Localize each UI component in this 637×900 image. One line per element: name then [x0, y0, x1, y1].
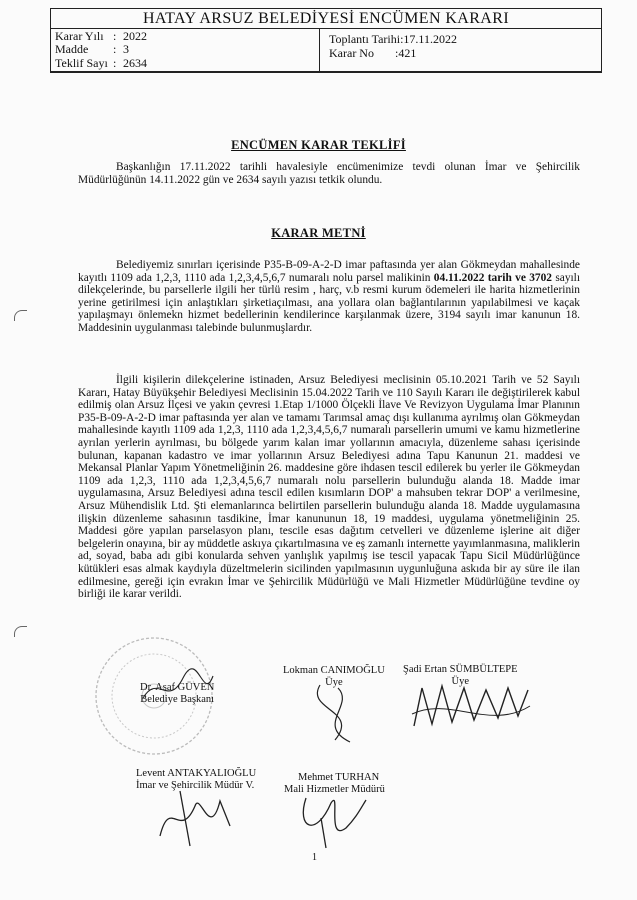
signature-scribble-director-zoning: [150, 786, 250, 848]
signatory-name: Levent ANTAKYALIOĞLU: [136, 768, 257, 779]
decision-number-row: [329, 46, 416, 61]
proposal-number-label: Teklif Sayı: [55, 56, 108, 70]
decision-number-value: :421: [395, 46, 417, 60]
decision-paragraph-1: Belediyemiz sınırları içerisinde P35-B-09-A-2-D imar paftasında yer alan Gökmeydan mahallesinde kayıtlı 1109 ada 1,2,3, 1110 ada 1,2,3,4,5,6,7 numaralı nolu parsel malikinin 04.11.2022 tarih ve 3702 sayılı dilekçelerinde, bu parsellerle ilgili her türlü resim , harç, v.b resmi kurum ödemeleri ile harita hizmetlerinin yerine getirilmesi için anlaştıkları şirketiaçılması, ana yollara olan bağlantılarının yapılabilmesi ve kaçak yapılaşmayı önlemekn hizmet bedellerinin kendilerince karşılanmak üzere, 3194 sayılı imar kanunun 18. Maddesinin uygulanması talebinde bulunmuşlardır.: [78, 259, 581, 334]
binding-hole-mark-top: [14, 310, 27, 321]
header-divider: [50, 62, 602, 73]
document-title: HATAY ARSUZ BELEDİYESİ ENCÜMEN KARARI: [51, 9, 601, 29]
meeting-date: Toplantı Tarihi:17.11.2022: [329, 32, 457, 46]
decision-year-label: Karar Yılı: [55, 29, 104, 43]
decision-heading: KARAR METNİ: [271, 226, 366, 240]
signature-scribble-director-finance: [286, 788, 376, 850]
decision-year-value: 2022: [123, 29, 147, 43]
page-number: 1: [312, 852, 317, 863]
signature-scribble-member-1: [300, 680, 370, 750]
signatory-role: Mali Hizmetler Müdürü: [284, 784, 385, 795]
decision-number-label: Karar No: [329, 46, 374, 60]
item-row: Madde : 3: [55, 42, 129, 56]
decision-paragraph-2: İlgili kişilerin dilekçelerine istinaden, Arsuz Belediyesi meclisinin 05.10.2021 Tarih ve 52 Sayılı Kararı, Hatay Büyükşehir Belediyesi Meclisinin 15.04.2022 Tarih ve 110 Sayılı Kararı ile değiştirilerek kabul edilmiş olan Arsuz İlçesi ve yakın çevresi 1.Etap 1/1000 Ölçekli İlave Ve Revizyon Uygulama İmar Planının P35-B-09-A-2-D imar paftasında yer alan ve tamamı Tarımsal amaç dışı kullanıma ayrılmış olan Gökmeydan mahallesinde kayıtlı 1109 ada 1,2,3, 1110 ada 1,2,3,4,5,6,7 numaralı parsellerin umumi ve kamu hizmetlerine ayrılan yerlerin ayrılması, bu bölgede yarım kalan imar yollarının amacıyla, düzenleme sahası içerisinde bulunan, kapanan kadastro ve imar yollarının Arsuz Belediyesi adına Tapu Kanunun 21. maddesi ve Mekansal Planlar Yapım Yönetmeliğinin 26. maddesine göre ihdasen tescil edilerek bu yerler ile Gökmeydan 1109 ada 1,2,3, 1110 ada 1,2,3,4,5,6,7 numaralı nolu parsellerin bulunduğu alanda 18. Madde imar uygulamasına, Arsuz Belediyesi adına tescil edilen kısımların DOP' a mahsuben tekrar DOP' a verilmesine, Arsuz Mühendislik Ltd. Şti elemanlarınca belirtilen parsellerin bulunduğu alanda 18. Madde uygulamasına ilişkin düzenleme sahasının tasdikine, İmar kanununun 18, 19 maddesi, uygulama yönetmeliğinin 25. Maddesi göre yapılan parselasyon planı, tescile esas dağıtım cetvelleri ve düzenleme işlerine ait diğer belgelerin onayına, bir ay müddetle askıya çıkartılmasına ve eş zamanlı internette yayımlanmasına, maliklerin ad, soyad, baba adı gibi konularda sehven yanlışlık yapılmış ise tescil yapacak Tapu Sicil Müdürlüğünce kütükleri esas almak kaydıyla düzeltmelerin sicilinden yapılmasının uygunluğuna askıda bir ay süre ile ilan edilmesine, gereği için evrakın İmar ve Şehircilik Müdürlüğü ve Mali Hizmetler Müdürlüğüne tevdine oy birliği ile karar verildi.: [78, 374, 580, 601]
item-label: Madde: [55, 42, 89, 56]
signature-scribble-member-2: [410, 676, 532, 734]
proposal-heading: ENCÜMEN KARAR TEKLİFİ: [231, 138, 406, 152]
signatory-name: Dr. Asaf GÜVEN: [140, 682, 215, 693]
decision-year-row: Karar Yılı : 2022: [55, 29, 147, 43]
signature-scribble-mayor: [138, 668, 218, 713]
signatory-role: Üye: [451, 676, 470, 687]
signatory-role: Belediye Başkanı: [140, 694, 215, 705]
proposal-number-value: 2634: [123, 56, 147, 70]
signatory-name: Mehmet TURHAN: [298, 772, 380, 783]
signatory-name: Lokman CANIMOĞLU: [283, 665, 385, 676]
proposal-number-row: Teklif Sayı : 2634: [55, 56, 147, 70]
signatory-name: Şadi Ertan SÜMBÜLTEPE: [403, 664, 518, 675]
binding-hole-mark-bottom: [14, 626, 27, 637]
proposal-text: Başkanlığın 17.11.2022 tarihli havalesiyle encümenimize tevdi olunan İmar ve Şehircilik Müdürlüğünün 14.11.2022 gün ve 2634 sayılı yazısı tetkik olundu.: [78, 161, 580, 186]
signatory-role: İmar ve Şehircilik Müdür V.: [136, 780, 255, 791]
signatory-role: Üye: [325, 677, 343, 688]
petition-date-number: 04.11.2022 tarih ve 3702: [433, 271, 552, 284]
item-value: 3: [123, 42, 129, 56]
